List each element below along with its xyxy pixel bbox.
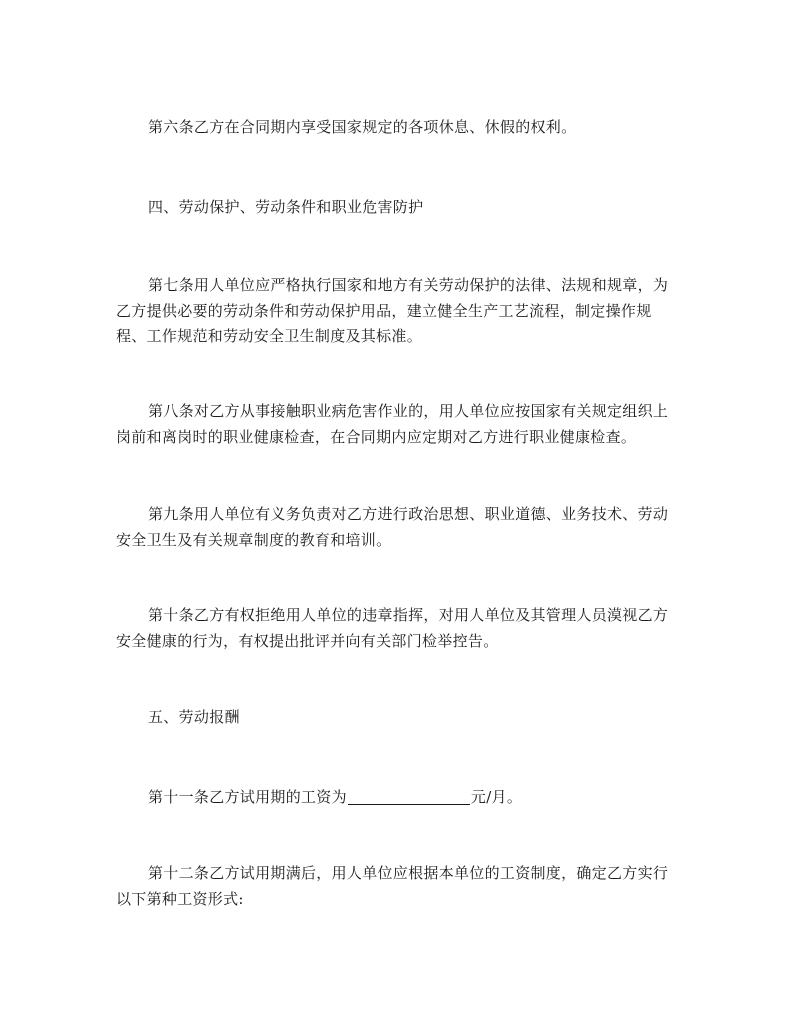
article-10: 第十条乙方有权拒绝用人单位的违章指挥，对用人单位及其管理人员漠视乙方安全健康的行为，有权提出批评并向有关部门检举控告。: [116, 606, 669, 650]
article-6: 第六条乙方在合同期内享受国家规定的各项休息、休假的权利。: [148, 118, 577, 136]
article-11: [116, 785, 680, 811]
article-7: 第七条用人单位应严格执行国家和地方有关劳动保护的法律、法规和规章，为乙方提供必要的劳动条件和劳动保护用品，建立健全生产工艺流程，制定操作规程、工作规范和劳动安全卫生制度及其标准。: [116, 276, 669, 345]
article-9: 第九条用人单位有义务负责对乙方进行政治思想、职业道德、业务技术、劳动安全卫生及有关规章制度的教育和培训。: [116, 505, 669, 549]
article-11-text-before: 第十一条乙方试用期的工资为: [148, 788, 347, 806]
article-12: 第十二条乙方试用期满后，用人单位应根据本单位的工资制度，确定乙方实行以下第种工资形式:: [116, 864, 669, 908]
section-heading-5: 五、劳动报酬: [148, 708, 240, 726]
section-heading-4: 四、劳动保护、劳动条件和职业危害防护: [148, 198, 424, 216]
salary-blank-line: [348, 788, 470, 805]
article-8: 第八条对乙方从事接触职业病危害作业的，用人单位应按国家有关规定组织上岗前和离岗时的职业健康检查，在合同期内应定期对乙方进行职业健康检查。: [116, 402, 669, 446]
article-11-text-after: 元/月。: [470, 788, 523, 806]
